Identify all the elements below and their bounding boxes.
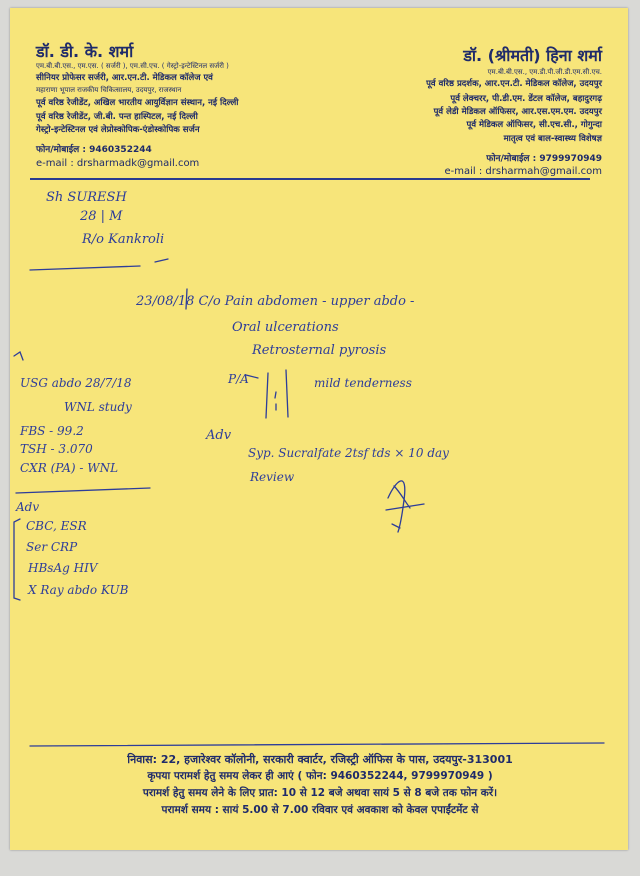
investigation-advice-label: Adv	[16, 500, 40, 514]
patient-name: Sh SURESH	[46, 190, 127, 205]
investigation-crp: Ser CRP	[26, 540, 78, 554]
left-doctor-line2: महाराणा भूपाल राजकीय चिकित्सालय, उदयपुर, राजस्थान	[36, 86, 182, 94]
left-doctor-line1: सीनियर प्रोफेसर सर्जरी, आर.एन.टी. मेडिकल कॉलेज एवं	[36, 73, 213, 83]
patient-age-sex: 28 | M	[80, 209, 123, 224]
right-doctor-line4: पूर्व मेडिकल ऑफिसर, सी.एच.सी., गोगुन्दा	[466, 120, 602, 130]
right-doctor-line1: पूर्व वरिष्ठ प्रदर्शक, आर.एन.टी. मेडिकल कॉलेज, उदयपुर	[426, 79, 602, 89]
left-doctor-line5: गेस्ट्रो-इन्टेस्टिनल एवं लेप्रोस्कोपिक-एंडोस्कोपिक सर्जन	[36, 125, 200, 135]
footer-appointment: कृपया परामर्श हेतु समय लेकर ही आएं ( फोन: 9460352244, 9799970949 )	[147, 770, 493, 782]
left-doctor-email: e-mail : drsharmadk@gmail.com	[36, 158, 200, 169]
right-doctor-line2: पूर्व लेक्चरर, पी.डी.एम. डेंटल कॉलेज, बहादुरगढ़	[450, 94, 602, 104]
right-doctor-line3: पूर्व लेडी मेडिकल ऑफिसर, आर.एस.एम.एम. उदयपुर	[433, 107, 602, 117]
left-doctor-degrees: एम.बी.बी.एस., एम.एस. ( सर्जरी ), एम.सी.एच. ( गेस्ट्रो-इन्टेस्टिनल सर्जरी )	[36, 62, 229, 70]
patient-residence: R/o Kankroli	[82, 232, 165, 247]
pa-finding: mild tenderness	[314, 376, 412, 390]
complaint-oral-ulcerations: Oral ulcerations	[232, 320, 339, 335]
lab-cxr: CXR (PA) - WNL	[20, 461, 119, 475]
pa-label: P/A	[228, 372, 249, 386]
lab-tsh: TSH - 3.070	[20, 442, 93, 456]
footer-hours: परामर्श समय : सायं 5.00 से 7.00 रविवार एवं अवकाश को केवल एपाईंटमेंट से	[161, 804, 479, 816]
right-doctor-phone: फोन/मोबाईल : 9799970949	[486, 154, 602, 164]
lab-fbs: FBS - 99.2	[20, 424, 84, 438]
visit-date-complaint: 23/08/18 C/o Pain abdomen - upper abdo -	[136, 294, 415, 309]
complaint-retrosternal-pyrosis: Retrosternal pyrosis	[252, 343, 387, 358]
rx-review: Review	[250, 470, 295, 484]
right-doctor-name: डॉ. (श्रीमती) हिना शर्मा	[463, 46, 602, 65]
right-doctor-email: e-mail : drsharmah@gmail.com	[444, 166, 602, 177]
footer-timing: परामर्श हेतु समय लेने के लिए प्रात: 10 से 12 बजे अथवा सायं 5 से 8 बजे तक फोन करें।	[142, 787, 498, 799]
right-doctor-degrees: एम.बी.बी.एस., एम.डी.पी.जी.डी.एम.सी.एच.	[487, 68, 602, 76]
left-doctor-name: डॉ. डी. के. शर्मा	[36, 42, 134, 61]
investigation-hbsag-hiv: HBsAg HIV	[28, 561, 98, 575]
header-divider	[30, 178, 590, 180]
usg-result: WNL study	[64, 400, 132, 414]
rx-advice-label: Adv	[206, 428, 232, 443]
left-doctor-line4: पूर्व वरिष्ठ रेजीडेंट, जी.बी. पन्त हास्पिटल, नई दिल्ली	[36, 112, 198, 122]
left-doctor-phone: फोन/मोबाईल : 9460352244	[36, 145, 152, 155]
left-doctor-line3: पूर्व वरिष्ठ रेजीडेंट, अखिल भारतीय आयुर्विज्ञान संस्थान, नई दिल्ली	[36, 98, 239, 108]
footer-address: निवास: 22, हजारेश्वर कॉलोनी, सरकारी क्वार्टर, रजिस्ट्री ऑफिस के पास, उदयपुर-313001	[127, 753, 513, 766]
right-doctor-line5: मातृत्व एवं बाल-स्वास्थ्य विशेषज्ञ	[503, 134, 602, 144]
rx-syrup-line: Syp. Sucralfate 2tsf tds × 10 day	[248, 446, 449, 460]
investigation-xray-kub: X Ray abdo KUB	[28, 583, 129, 597]
investigation-cbc-esr: CBC, ESR	[26, 519, 87, 533]
usg-report: USG abdo 28/7/18	[20, 376, 132, 390]
